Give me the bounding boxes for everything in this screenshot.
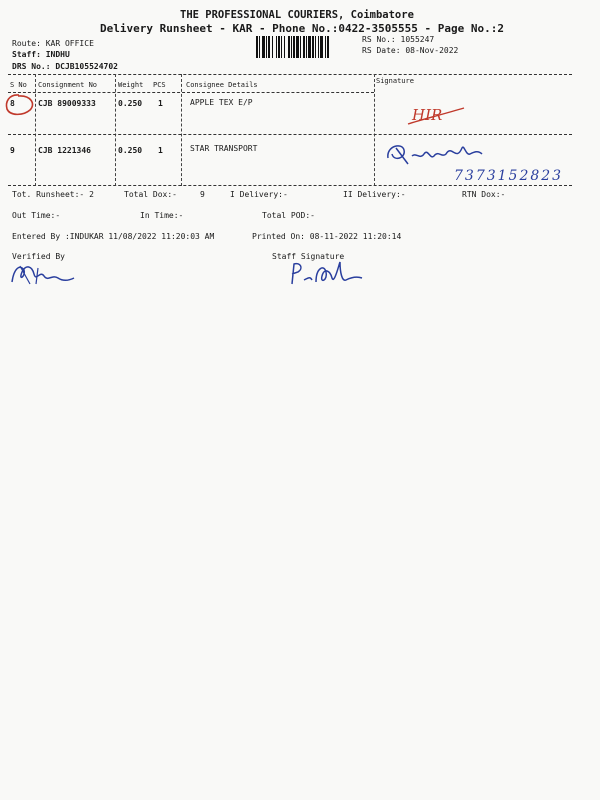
col-divider [374,74,375,186]
signature-star-transport [382,136,592,186]
row-sno: 9 [10,146,15,155]
col-header-consignee: Consignee Details [186,81,258,89]
verified-by-signature [8,258,78,288]
col-divider [35,74,36,186]
col-header-weight: Weight [118,81,144,89]
col-header-consignment: Consignment No [38,81,98,89]
out-time: Out Time:- [12,211,61,220]
row-weight: 0.250 [118,99,143,108]
row-pcs: 1 [158,99,163,108]
in-time: In Time:- [140,211,184,220]
col-divider [181,74,182,186]
staff-signature-label: Staff Signature [272,252,345,261]
row-pcs: 1 [158,146,163,155]
svg-text:7373152823: 7373152823 [454,168,564,184]
row-consignment: CJB 1221346 [38,146,91,155]
ii-delivery: II Delivery:- [343,190,406,199]
row-weight: 0.250 [118,146,143,155]
runsheet-subtitle: Delivery Runsheet - KAR - Phone No.:0422-3505555 - Page No.:2 [100,22,504,35]
row-consignment: CJB 89009333 [38,99,96,108]
table-bottom-rule [8,185,572,186]
total-pod: Total POD:- [262,211,315,220]
col-header-sno: S No [10,81,27,89]
row-consignee: APPLE TEX E/P [190,98,253,107]
tot-runsheet: Tot. Runsheet:- 2 [12,190,94,199]
signature-hir [400,94,470,134]
col-header-signature: Signature [376,77,414,85]
verified-by-label: Verified By [12,252,65,261]
i-delivery: I Delivery:- [230,190,288,199]
staff-signature [286,258,366,290]
header-bottom-rule [8,92,374,93]
col-divider [115,74,116,186]
entered-by: Entered By :INDUKAR 11/08/2022 11:20:03 AM [12,232,215,241]
rtn-dox: RTN Dox:- [462,190,506,199]
circle-mark-icon [3,92,37,118]
col-header-pcs: PCS [153,81,166,89]
printed-on: Printed On: 08-11-2022 11:20:14 [252,232,402,241]
row-separator [8,134,572,135]
barcode [256,36,356,58]
rs-number: RS No.: 1055247 [362,35,435,44]
rs-date: RS Date: 08-Nov-2022 [362,46,459,55]
row-sno: 8 [10,99,15,108]
total-dox-label: Total Dox:- [124,190,177,199]
company-title: THE PROFESSIONAL COURIERS, Coimbatore [180,9,414,21]
route-label: Route: KAR OFFICE [12,39,94,48]
total-dox-value: 9 [200,190,205,199]
table-top-rule [8,74,572,75]
row-consignee: STAR TRANSPORT [190,144,258,153]
drs-number: DRS No.: DCJB105524702 [12,62,118,71]
svg-text:HIR: HIR [412,106,443,124]
staff-label: Staff: INDHU [12,50,70,59]
